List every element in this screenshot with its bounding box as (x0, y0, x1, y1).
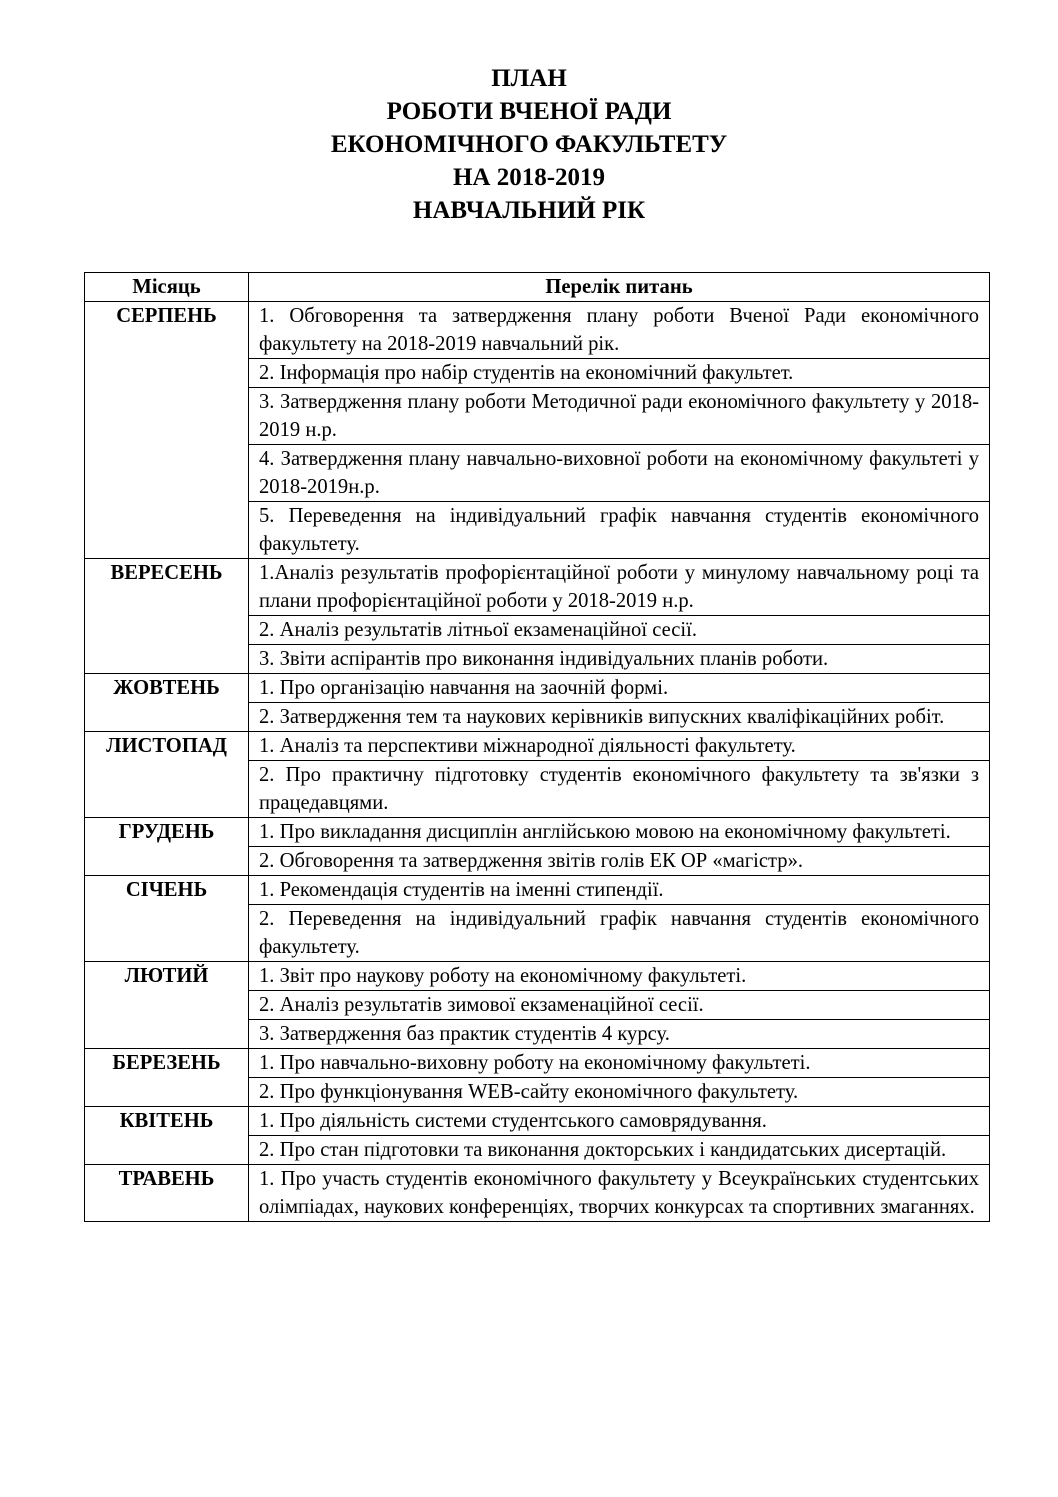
agenda-item: 1. Про участь студентів економічного факультету у Всеукраїнських студентських олімпіадах, наукових конференціях, творчих конкурсах та спортивних змаганнях. (249, 1165, 990, 1222)
plan-table (84, 272, 990, 1222)
agenda-item: 1. Про навчально-виховну роботу на економічному факультеті. (249, 1049, 990, 1078)
title-line: ЕКОНОМІЧНОГО ФАКУЛЬТЕТУ (330, 131, 728, 158)
table-row (85, 732, 990, 761)
table-row (85, 818, 990, 847)
title-line: НАВЧАЛЬНИЙ РІК (412, 197, 646, 224)
month-cell: ЛЮТИЙ (85, 962, 249, 1049)
title-line: НА 2018-2019 (452, 164, 606, 191)
agenda-item: 1. Про викладання дисциплін англійською мовою на економічному факультеті. (249, 818, 990, 847)
agenda-item: 2. Про функціонування WEB-сайту економічного факультету. (249, 1078, 990, 1107)
agenda-item: 2. Про практичну підготовку студентів економічного факультету та зв'язки з працедавцями. (249, 761, 990, 818)
title-line: РОБОТИ ВЧЕНОЇ РАДИ (386, 98, 672, 125)
table-row (85, 559, 990, 616)
agenda-item: 2. Аналіз результатів літньої екзаменаційної сесії. (249, 616, 990, 645)
agenda-item: 1. Рекомендація студентів на іменні стипендії. (249, 876, 990, 905)
table-row (85, 302, 990, 359)
month-cell: СІЧЕНЬ (85, 876, 249, 962)
document-title (0, 62, 1058, 227)
agenda-item: 1. Обговорення та затвердження плану роботи Вченої Ради економічного факультету на 2018-2019 навчальний рік. (249, 302, 990, 359)
table-row (85, 962, 990, 991)
agenda-item: 5. Переведення на індивідуальний графік навчання студентів економічного факультету. (249, 502, 990, 559)
agenda-item: 3. Затвердження баз практик студентів 4 курсу. (249, 1020, 990, 1049)
table-row (85, 1165, 990, 1222)
month-cell: СЕРПЕНЬ (85, 302, 249, 559)
agenda-item: 2. Інформація про набір студентів на економічний факультет. (249, 359, 990, 388)
table-row (85, 876, 990, 905)
agenda-item: 4. Затвердження плану навчально-виховної роботи на економічному факультеті у 2018-2019н.р. (249, 445, 990, 502)
month-cell: КВІТЕНЬ (85, 1107, 249, 1165)
header-items: Перелік питань (249, 273, 990, 302)
month-cell: ВЕРЕСЕНЬ (85, 559, 249, 674)
agenda-item: 1. Аналіз та перспективи міжнародної діяльності факультету. (249, 732, 990, 761)
month-cell: БЕРЕЗЕНЬ (85, 1049, 249, 1107)
table-row (85, 674, 990, 703)
title-line: ПЛАН (491, 65, 567, 92)
month-cell: ЖОВТЕНЬ (85, 674, 249, 732)
month-cell: ЛИСТОПАД (85, 732, 249, 818)
agenda-item: 1. Звіт про наукову роботу на економічному факультеті. (249, 962, 990, 991)
month-cell: ГРУДЕНЬ (85, 818, 249, 876)
table-row (85, 1049, 990, 1078)
agenda-item: 1. Про організацію навчання на заочній формі. (249, 674, 990, 703)
agenda-item: 2. Обговорення та затвердження звітів голів ЕК ОР «магістр». (249, 847, 990, 876)
header-month: Місяць (85, 273, 249, 302)
agenda-item: 1.Аналіз результатів профорієнтаційної роботи у минулому навчальному році та плани профорієнтаційної роботи у 2018-2019 н.р. (249, 559, 990, 616)
table-row (85, 1107, 990, 1136)
agenda-item: 2. Про стан підготовки та виконання докторських і кандидатських дисертацій. (249, 1136, 990, 1165)
agenda-item: 2. Аналіз результатів зимової екзаменаційної сесії. (249, 991, 990, 1020)
agenda-item: 1. Про діяльність системи студентського самоврядування. (249, 1107, 990, 1136)
agenda-item: 2. Затвердження тем та наукових керівників випускних кваліфікаційних робіт. (249, 703, 990, 732)
plan-table-body (85, 302, 990, 1222)
table-header-row (85, 273, 990, 302)
agenda-item: 2. Переведення на індивідуальний графік навчання студентів економічного факультету. (249, 905, 990, 962)
month-cell: ТРАВЕНЬ (85, 1165, 249, 1222)
agenda-item: 3. Звіти аспірантів про виконання індивідуальних планів роботи. (249, 645, 990, 674)
agenda-item: 3. Затвердження плану роботи Методичної ради економічного факультету у 2018-2019 н.р. (249, 388, 990, 445)
